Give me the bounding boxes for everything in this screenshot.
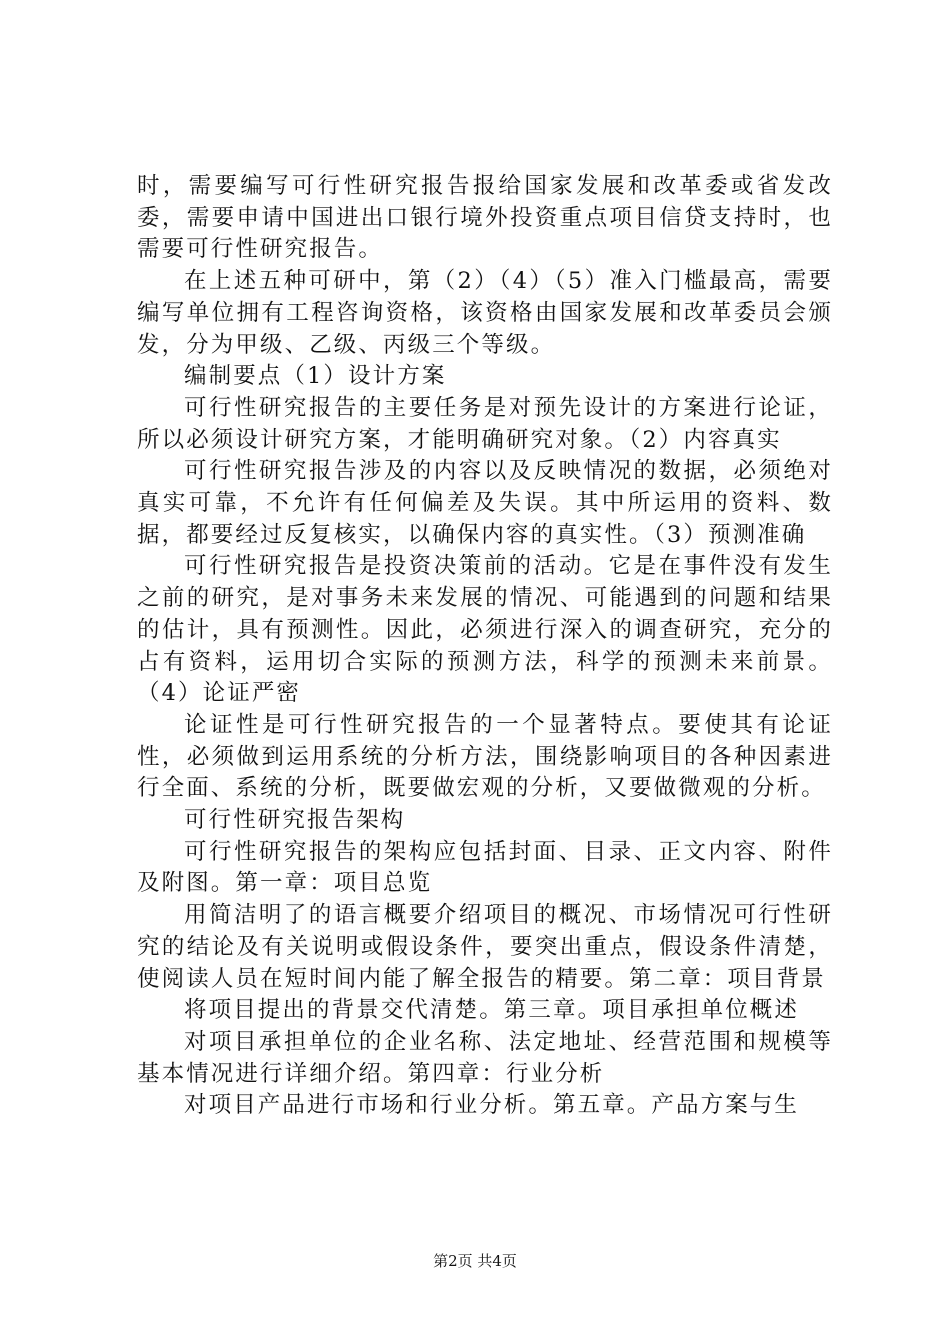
section-heading: 可行性研究报告架构 — [184, 807, 406, 834]
paragraph: 对项目承担单位的企业名称、法定地址、经营范围和规模等基本情况进行详细介绍。第四章：行业分析 — [137, 1028, 833, 1087]
paragraph: 可行性研究报告涉及的内容以及反映情况的数据，必须绝对真实可靠，不允许有任何偏差及失误。其中所运用的资料、数据，都要经过反复核实，以确保内容的真实性。（3）预测准确 — [137, 458, 833, 548]
paragraph: 将项目提出的背景交代清楚。第三章。项目承担单位概述 — [184, 997, 800, 1024]
paragraph: 可行性研究报告是投资决策前的活动。它是在事件没有发生之前的研究，是对事务未来发展的情况、可能遇到的问题和结果的估计，具有预测性。因此，必须进行深入的调查研究，充分的占有资料，运用切合实际的预测方法，科学的预测未来前景。（4）论证严密 — [137, 553, 833, 707]
page-footer — [0, 1251, 950, 1271]
paragraph: 在上述五种可研中，第（2）（4）（5）准入门槛最高，需要编写单位拥有工程咨询资格，该资格由国家发展和改革委员会颁发，分为甲级、乙级、丙级三个等级。 — [137, 268, 833, 358]
paragraph: 可行性研究报告的主要任务是对预先设计的方案进行论证，所以必须设计研究方案，才能明确研究对象。（2）内容真实 — [137, 394, 833, 453]
document-body — [137, 171, 833, 1122]
section-heading: 编制要点（1）设计方案 — [184, 363, 447, 390]
paragraph: 论证性是可行性研究报告的一个显著特点。要使其有论证性，必须做到运用系统的分析方法，围绕影响项目的各种因素进行全面、系统的分析，既要做宏观的分析，又要做微观的分析。 — [137, 711, 833, 802]
page-number: 第2页 共4页 — [433, 1252, 517, 1270]
paragraph: 用简洁明了的语言概要介绍项目的概况、市场情况可行性研究的结论及有关说明或假设条件，要突出重点，假设条件清楚，使阅读人员在短时间内能了解全报告的精要。第二章：项目背景 — [137, 902, 833, 992]
paragraph: 对项目产品进行市场和行业分析。第五章。产品方案与生 — [184, 1092, 800, 1119]
paragraph: 时，需要编写可行性研究报告报给国家发展和改革委或省发改委，需要申请中国进出口银行境外投资重点项目信贷支持时，也需要可行性研究报告。 — [137, 173, 833, 263]
paragraph: 可行性研究报告的架构应包括封面、目录、正文内容、附件及附图。第一章：项目总览 — [137, 838, 833, 897]
